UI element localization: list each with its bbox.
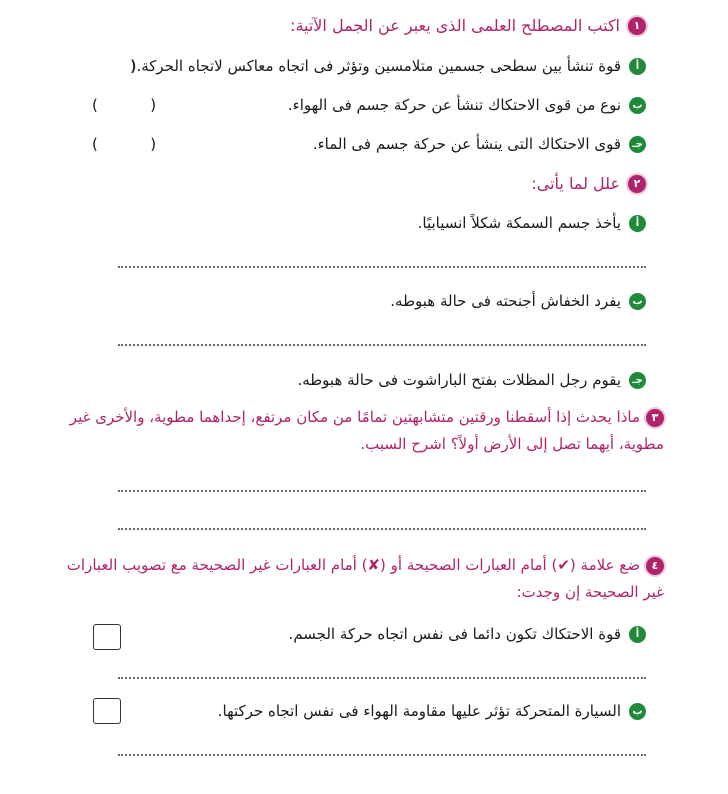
q2-item-b-badge: ب (629, 293, 646, 310)
q2-item-b-text: يفرد الخفاش أجنحته فى حالة هبوطه. (390, 292, 621, 310)
q1-item-b (288, 96, 646, 114)
q1-item-b-text: نوع من قوى الاحتكاك تنشأ عن حركة جسم فى الهواء. (287, 96, 621, 114)
q4-item-b-checkbox[interactable] (93, 698, 121, 724)
q3-answer-line-2[interactable] (118, 528, 646, 530)
q4-number-badge: ٤ (646, 557, 664, 575)
q2-heading (531, 174, 646, 193)
q4-item-b-text: السيارة المتحركة تؤثر عليها مقاومة الهواء فى نفس اتجاه حركتها. (217, 702, 621, 720)
q1-number-badge: ١ (628, 17, 646, 35)
q1-heading (290, 16, 646, 35)
q4-item-a-checkbox[interactable] (93, 624, 121, 650)
q2-item-b (390, 292, 646, 310)
q2-item-b-answer-line[interactable] (118, 344, 646, 346)
q1-item-a-answer-blank[interactable]: ) (92, 57, 136, 75)
q2-item-a-answer-line[interactable] (118, 266, 646, 268)
q4-item-a-answer-line[interactable] (118, 677, 646, 679)
q1-item-c-answer-blank[interactable]: ( ) (92, 135, 157, 153)
q4-item-b-badge: ب (629, 703, 646, 720)
q2-item-a (418, 214, 646, 232)
q4-text: ضع علامة (✔) أمام العبارات الصحيحة أو (✘) أمام العبارات غير الصحيحة مع تصويب العبارات غير الصحيحة إن وجدت: (66, 556, 664, 601)
q2-item-c-text: يقوم رجل المظلات بفتح الباراشوت فى حالة هبوطه. (297, 371, 621, 389)
q4-item-b (218, 702, 646, 720)
q1-item-c-text: قوى الاحتكاك التى ينشأ عن حركة جسم فى الماء. (312, 135, 621, 153)
q2-title: علل لما يأتى: (531, 174, 620, 193)
q1-item-b-answer-blank[interactable]: ( ) (92, 96, 157, 114)
q4-item-a (289, 625, 646, 643)
q2-item-a-text: يأخذ جسم السمكة شكلاً انسيابيًا. (417, 214, 621, 232)
q2-number-badge: ٢ (628, 175, 646, 193)
q1-item-c-badge: جـ (629, 136, 646, 153)
q1-item-a (131, 57, 646, 75)
q2-item-a-badge: أ (629, 215, 646, 232)
q1-item-b-badge: ب (629, 97, 646, 114)
q2-item-c (297, 371, 646, 389)
q3-text: ماذا يحدث إذا أسقطنا ورقتين متشابهتين تمامًا من مكان مرتفع، إحداهما مطوية، والأخرى غير مطوية، أيهما تصل إلى الأرض أولاً؟ اشرح السبب. (69, 408, 664, 453)
q2-item-c-badge: جـ (629, 372, 646, 389)
q3-answer-line-1[interactable] (118, 490, 646, 492)
q4-item-a-text: قوة الاحتكاك تكون دائما فى نفس اتجاه حركة الجسم. (288, 625, 621, 643)
q1-item-a-badge: أ (629, 58, 646, 75)
q3-number-badge: ٣ (646, 409, 664, 427)
q4-item-b-answer-line[interactable] (118, 754, 646, 756)
q1-item-c (313, 135, 646, 153)
q1-item-a-text: قوة تنشأ بين سطحى جسمين متلامسين وتؤثر فى اتجاه معاكس لاتجاه الحركة.( (130, 57, 621, 75)
q3-question (52, 404, 664, 458)
q1-title: اكتب المصطلح العلمى الذى يعبر عن الجمل الآتية: (290, 16, 620, 35)
q4-item-a-badge: أ (629, 626, 646, 643)
q4-question (52, 552, 664, 606)
